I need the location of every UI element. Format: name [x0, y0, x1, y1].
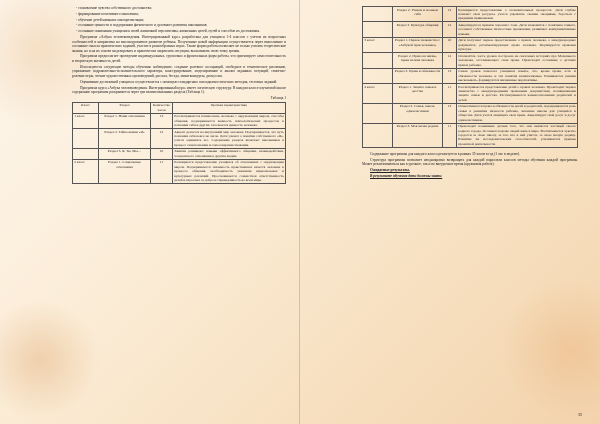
hours-cell: 13	[443, 103, 457, 123]
list-item: - обучение детей навыкам самопрезентации;	[76, 17, 145, 22]
description-cell: Осознаётся, часть уроков построена на сказочных историях про Маленького человечка, отстаивающего свои права. Происходит осознание о детских правах ребенка.	[458, 53, 576, 67]
description-cell: Рассматриваются представление детей о правах человека. Происходит первое знакомство с международными правовыми документами, посвященными защите семьи и детства. Рассматриваются взаимоотношения родителей и детей.	[458, 84, 576, 102]
description-cell: Дети получают первое представление о правах человека, о международных документах, регламентирующих права человека. Формируется правовая культура.	[458, 38, 576, 52]
section-cell: Раздел 3. Права и обязанности	[393, 68, 443, 83]
class-cell	[363, 123, 393, 147]
list-item: - осознание ценности и поддержания физического и духовного развития школьников;	[76, 23, 208, 28]
hours-cell: 12	[151, 128, 173, 148]
list-item: - становление чувства собственного достоинства;	[76, 6, 152, 10]
paragraph: Содержание программы для каждого класса реализуется в рамках 35 часов в год (1 час в неделю).	[370, 151, 521, 156]
description-cell: Акцентируется правила хорошего тона. Дети знакомятся с понятием этикета, осознают собственные личностные проявления, развивают коммуникативные навыки.	[458, 23, 576, 36]
hours-cell: 11	[443, 123, 457, 147]
section-cell: Раздел 2. Узнаем и познаем себя	[393, 7, 443, 22]
section-cell: Раздел 3. Моя малая родина	[393, 123, 443, 147]
header-cell: Краткая характеристика	[173, 102, 286, 113]
table-caption: Таблица 1	[270, 95, 286, 100]
table-row	[363, 7, 578, 22]
program-table-continued	[362, 6, 578, 148]
table-row	[363, 84, 578, 104]
class-cell	[363, 68, 393, 83]
class-cell	[363, 7, 393, 22]
section-cell: Раздел 1. Первое знакомство с «Азбукой прав человека»	[393, 37, 443, 52]
header-cell: Раздел	[99, 102, 151, 113]
header-cell: Количество часов	[151, 102, 173, 113]
hours-cell: 12	[443, 53, 457, 68]
paragraph: Программа курса «Азбука человековедения. Интегрированный курс» имеет логическую структуру. В каждом классе изучаемой школе содержание программы раскрывается через три взаимосвязанных раздела (Таблица 1).	[72, 85, 286, 95]
table-row	[73, 128, 286, 148]
class-cell	[73, 128, 99, 148]
hours-cell: 10	[443, 37, 457, 52]
table-row	[363, 53, 578, 68]
table-row	[363, 123, 578, 147]
header-cell: Класс	[73, 102, 99, 113]
section-cell: Раздел 1. Защита семьи и детства	[393, 84, 443, 104]
section-cell: Раздел 2. Семья, школа, одноклассники	[393, 103, 443, 123]
hours-cell: 13	[443, 68, 457, 83]
description-cell: Самая уроков помогает учащимся понять, что, кроме права, есть и обязанности человека, и эти понятия взаимосвязаны. Развиваются умения высказывать, формируются жизненные перспективы.	[458, 69, 576, 83]
table-row	[363, 22, 578, 37]
description-cell: Акцент делается на внутренний мир человека. Подчеркивается, что путь познания себя вовсе не легок. Дети узнают о понятии собственного «Я», учатся оценивать его. Содержание раздела включает школьников в процесс самопознания и самосовершенствования.	[174, 129, 284, 147]
right-page	[300, 0, 600, 424]
table-row	[73, 113, 286, 128]
paragraph: Программа «Азбука человековедения. Интегрированный курс» разработана для учащихся 1-4 классов с учетом их возрастных особенностей и направлена на высокоуровневое развитие ребенка. Полученные новой информации осуществляется через выполнение и осознание смысла практических заданий, участие в разнообразных играх. Также форма работы позволяет не только усвоить теоретические знания, но и на их основе моделировать и практически закреплять ситуации, высказывать свою точку зрения.	[72, 34, 286, 53]
table-row	[363, 68, 578, 83]
table-row	[73, 159, 286, 183]
page-number: 35	[578, 412, 582, 418]
goals-list	[72, 6, 286, 34]
class-cell	[363, 103, 393, 123]
table-row	[73, 148, 286, 159]
paragraph: Структура программы позволяет неоднократно возвращать для каждой параллели классов методы обучения каждой программы. Может реализовываться как в урочное, так и во внеурочное время (кружковая работа).	[362, 157, 578, 167]
section-cell: Раздел 3. Я, Ты, Мы…	[99, 148, 151, 159]
hours-cell: 12	[443, 7, 457, 22]
hours-cell: 13	[151, 113, 173, 128]
class-cell: 3 класс	[363, 37, 393, 52]
section-cell: Раздел 2. Тайна имени «Я»	[99, 128, 151, 148]
hours-cell: 10	[151, 148, 173, 159]
paragraph: Используются следующие методы обучения: наблюдение, создание ролевого ассоциаций, свободное и тематическое рисование, упражнение подражательно-исполнительского характера, конструирование, моделирование и анализ заданных ситуаций, сюжетно-ролевые игры, чтение художественных произведений, рассказ, беседа, мини-конкурсы, дискуссия.	[72, 64, 286, 79]
section-cell: Раздел 1. Социальные отношения	[99, 159, 151, 183]
description-cell: Рассматриваются взаимосвязь человека с окружающим миром, способы общения, подчеркивается важность психологических процессов в познании себя и других. Осознается ценность человека.	[174, 114, 284, 127]
hours-cell: 12	[443, 22, 457, 37]
paragraph: Оценивание достижений учащихся осуществляется с помощью стандартных психодиагностических методик, тестовых заданий.	[80, 79, 278, 84]
class-cell	[73, 148, 99, 159]
description-cell: Занятия развивают навыки эффективного общения, взаимодействия, толерантного отношения к другим людям.	[174, 149, 284, 158]
table-header-row	[73, 102, 286, 113]
class-cell	[363, 53, 393, 68]
section-cell: Раздел 1. Наши отношения	[99, 113, 151, 128]
list-item: - осознание понимания учащимися своей жизненной перспективы, жизненных целей, путей и способов их достижения.	[76, 29, 260, 34]
table-row	[363, 103, 578, 123]
program-table	[72, 102, 286, 184]
description-cell: Расширяется представление учащихся об отношениях с окружающим миром. Подчеркивается значимость нравственных качеств человека в процессе общения, необходимость уважения национальных и культурных различий. Прослеживается совместная ответственность детей и взрослых за добро и справедливость во всем мире.	[174, 160, 284, 182]
description-cell: Расширяется представление о познавательных процессах. Дети глубже познают свои ресурсы, учатся управлять своими эмоциями, бороться с вредными привычками.	[458, 7, 576, 21]
results-subheading: В результате обучения дети должны знать:	[370, 173, 443, 178]
paragraph: Программа предполагает проведение индивидуальных, групповых и фронтальных форм работы, что ориентирует самостоятельность и творческую активность детей.	[72, 54, 286, 64]
hours-cell: 11	[151, 159, 173, 183]
class-cell	[363, 22, 393, 37]
class-cell: 4 класс	[363, 84, 393, 104]
section-cell: Раздел 3. Культура общения	[393, 22, 443, 37]
table-row	[363, 37, 578, 52]
description-cell: Происходит понимание детьми того, что они являются частицей своего родного города. Осознается право людей жить в мире. Воспитывается чувство гордости за свою школу, за тех, кто в ней учится, за свою малую родину. Развитие их исследовательских способностей, усиливаются приемы проектной деятельности.	[458, 124, 576, 146]
description-cell: Осмысливаются права и обязанности детей и родителей, подчеркиваются роль семьи в развитии личности ребенка, значение школы для учащихся и общества. Дети учатся защищать свои права. Акцентирует свой досуг и досуг одноклассников.	[458, 104, 576, 122]
class-cell: 1 класс	[73, 113, 99, 128]
section-cell: Раздел 2. Право на жизнь, права на имя человека	[393, 53, 443, 68]
results-heading: Ожидаемые результаты.	[370, 168, 410, 173]
hours-cell: 11	[443, 84, 457, 104]
class-cell: 2 класс	[73, 159, 99, 183]
list-item: - формирование позитивного мышления;	[76, 11, 139, 16]
